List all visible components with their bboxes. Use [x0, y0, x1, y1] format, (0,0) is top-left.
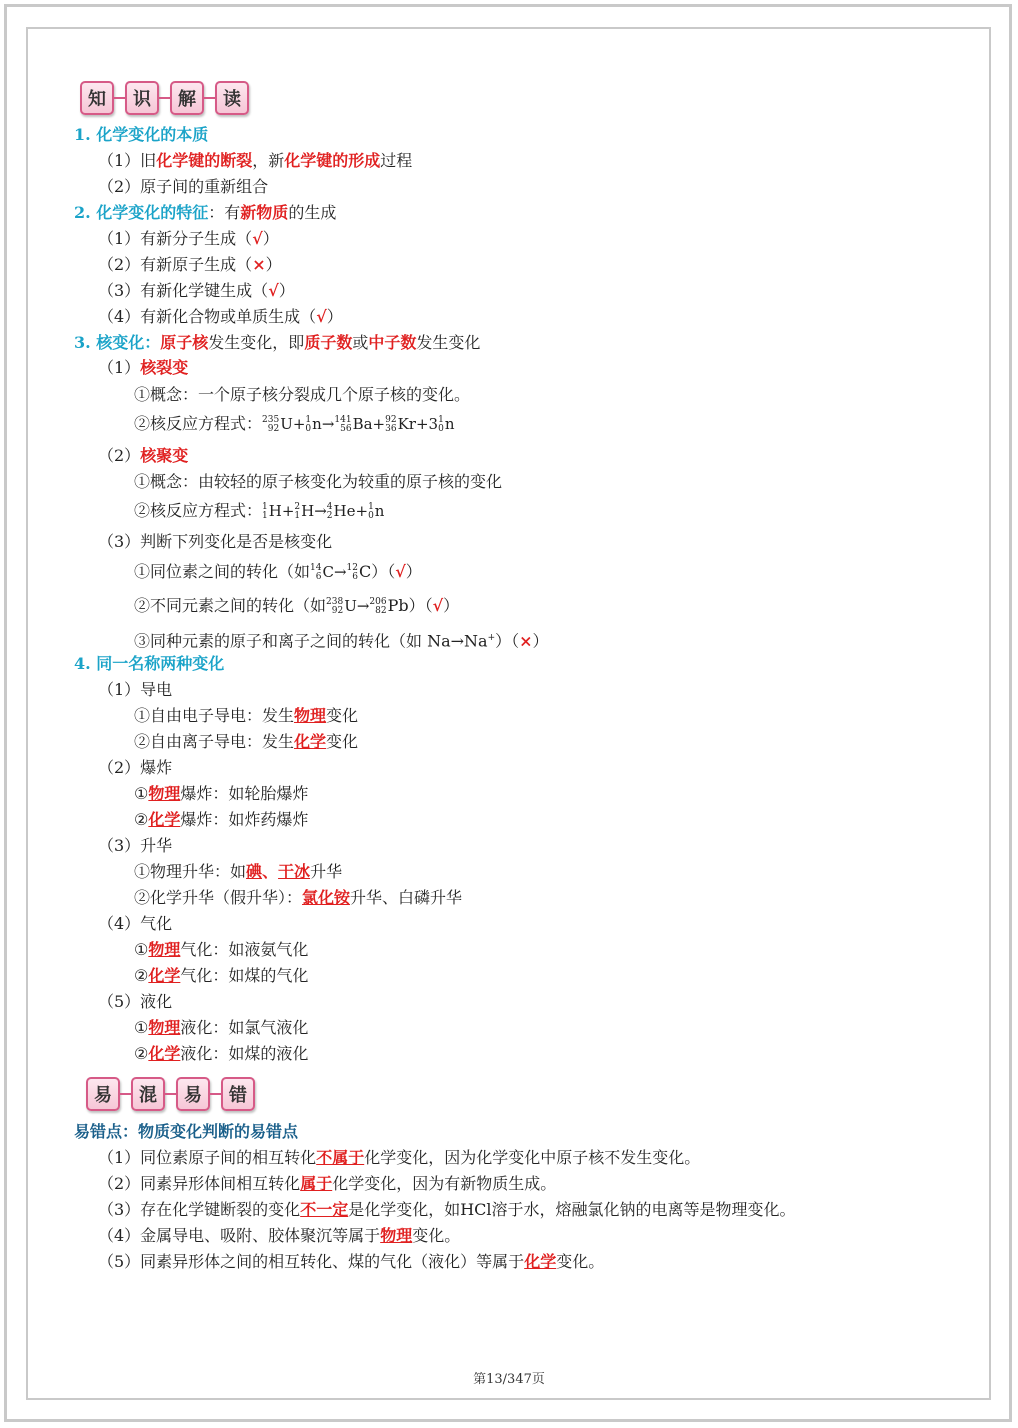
- group-label: （2）爆炸: [98, 758, 173, 777]
- highlight: 物理: [148, 1018, 181, 1037]
- header-tile: 混: [131, 1077, 165, 1111]
- header-connector: [204, 97, 215, 99]
- isotope-numbers: 141 56: [334, 415, 352, 434]
- error-item: [98, 1225, 460, 1247]
- fission-concept: ①概念：一个原子核分裂成几个原子核的变化。: [134, 385, 471, 404]
- check-mark-icon: √: [268, 281, 279, 300]
- highlight: 物理: [148, 784, 181, 803]
- section-header-mistakes: [86, 1077, 255, 1111]
- cross-mark-icon: ×: [519, 631, 533, 651]
- text: （3）有新化学键生成（: [98, 281, 269, 300]
- text: C→: [322, 563, 347, 581]
- header-connector: [114, 97, 125, 99]
- text: 或: [352, 333, 369, 352]
- text: 爆炸：如炸药爆炸: [180, 810, 309, 829]
- highlight: 核裂变: [140, 358, 189, 377]
- isotope-numbers: 1 0: [438, 415, 444, 434]
- title: 3. 核变化：: [74, 333, 161, 352]
- group-label: （4）气化: [98, 914, 173, 933]
- group-label: （5）液化: [98, 992, 173, 1011]
- isotope-numbers: 14 6: [310, 563, 322, 582]
- header-tile: 易: [176, 1077, 210, 1111]
- header-connector: [210, 1093, 221, 1095]
- header-tile: 知: [80, 81, 114, 115]
- highlight: 新物质: [240, 203, 289, 222]
- highlight: 不一定: [300, 1200, 349, 1219]
- isotope-numbers: 235 92: [262, 415, 280, 434]
- group-item: [134, 705, 358, 727]
- text: 过程: [380, 151, 413, 170]
- highlight: 物理: [294, 706, 327, 725]
- text: 变化。: [412, 1226, 461, 1245]
- text: 气化：如煤的气化: [180, 966, 309, 985]
- text: ①: [134, 784, 149, 803]
- section-header-knowledge: [80, 81, 249, 115]
- highlight: 物理: [148, 940, 181, 959]
- fission-heading: [98, 357, 188, 379]
- text: ②自由离子导电：发生: [134, 732, 295, 751]
- isotope-numbers: 1 1: [262, 502, 268, 521]
- judge-heading: （3）判断下列变化是否是核变化: [98, 532, 333, 551]
- text: 液化：如煤的液化: [180, 1044, 309, 1063]
- highlight: 质子数: [304, 333, 353, 352]
- text: ②核反应方程式：: [134, 501, 263, 520]
- text: （4）有新化合物或单质生成（: [98, 307, 317, 326]
- judge-item-3: [134, 627, 549, 652]
- group-item: [134, 731, 358, 753]
- highlight: 中子数: [368, 333, 417, 352]
- isotope-numbers: 92 36: [385, 415, 397, 434]
- group-label: （1）导电: [98, 680, 173, 699]
- error-item: [98, 1199, 796, 1221]
- highlight: 核聚变: [140, 446, 189, 465]
- text: （4）金属导电、吸附、胶体聚沉等属于: [98, 1226, 381, 1245]
- isotope-numbers: 4 2: [326, 502, 333, 521]
- text: 是化学变化，如HCl溶于水，熔融氯化钠的电离等是物理变化。: [348, 1200, 796, 1219]
- judge-item-1: [134, 561, 422, 583]
- header-tile: 易: [86, 1077, 120, 1111]
- fission-equation: [134, 413, 454, 435]
- text: （2）同素异形体间相互转化: [98, 1174, 301, 1193]
- group-label: （3）升华: [98, 836, 173, 855]
- text: 、: [262, 862, 279, 881]
- header-tile: 错: [221, 1077, 255, 1111]
- text: ②不同元素之间的转化（如: [134, 596, 327, 615]
- group-item: [134, 965, 308, 987]
- highlight: 碘: [246, 862, 263, 881]
- section-3-title: [74, 332, 480, 354]
- text: ）: [262, 229, 279, 248]
- header-connector: [165, 1093, 176, 1095]
- text: ②: [134, 1044, 149, 1063]
- highlight: 化学: [148, 1044, 181, 1063]
- judge-item-2: [134, 595, 459, 617]
- text: ①自由电子导电：发生: [134, 706, 295, 725]
- isotope-numbers: 1 0: [305, 415, 312, 434]
- highlight: 化学键的断裂: [156, 151, 253, 170]
- isotope-numbers: 206 82: [369, 597, 387, 616]
- highlight: 原子核: [160, 333, 209, 352]
- group-item: [134, 1017, 308, 1039]
- s1-line-2: （2）原子间的重新组合: [98, 177, 269, 196]
- equation: 1 1 H+ 2 1 H→ 4 2 He+ 1 0 n: [262, 502, 385, 521]
- isotope-numbers: 238 92: [326, 597, 344, 616]
- section-4-title: 4. 同一名称两种变化: [74, 654, 225, 673]
- text: （2）: [98, 446, 141, 465]
- text: 发生变化，即: [208, 333, 305, 352]
- error-points-title: 易错点：物质变化判断的易错点: [74, 1122, 299, 1141]
- text: ①物理升华：如: [134, 862, 247, 881]
- highlight: 氯化铵: [302, 888, 351, 907]
- group-item: [134, 1043, 308, 1065]
- header-connector: [120, 1093, 131, 1095]
- fusion-concept: ①概念：由较轻的原子核变化为较重的原子核的变化: [134, 472, 503, 491]
- highlight: 化学键的形成: [284, 151, 381, 170]
- text: ①同位素之间的转化（如: [134, 562, 311, 581]
- text: （1）旧: [98, 151, 157, 170]
- equation: [310, 563, 359, 581]
- header-tile: 读: [215, 81, 249, 115]
- text: （1）同位素原子间的相互转化: [98, 1148, 317, 1167]
- text: ②化学升华（假升华）：: [134, 888, 303, 907]
- error-item: [98, 1251, 604, 1273]
- text: 化学变化，因为化学变化中原子核不发生变化。: [364, 1148, 701, 1167]
- s2-item: [98, 306, 343, 328]
- group-item: [134, 809, 308, 831]
- text: ）: [265, 255, 282, 274]
- isotope-numbers: 2 1: [294, 502, 301, 521]
- page-number: 第13/347页: [473, 1372, 545, 1387]
- isotope-numbers: 12 6: [346, 563, 358, 582]
- text: 变化: [326, 732, 359, 751]
- header-connector: [159, 97, 170, 99]
- text: 气化：如液氨气化: [180, 940, 309, 959]
- text: ①: [134, 1018, 149, 1037]
- charge: +: [487, 633, 496, 643]
- check-mark-icon: √: [252, 229, 263, 248]
- section-2-title: [74, 202, 336, 224]
- highlight: 物理: [380, 1226, 413, 1245]
- s2-item: [98, 228, 279, 250]
- text: ）（: [495, 631, 520, 651]
- s1-line-1: [98, 150, 412, 172]
- text: 液化：如氯气液化: [180, 1018, 309, 1037]
- text: 升华、白磷升华: [350, 888, 463, 907]
- header-tile: 识: [125, 81, 159, 115]
- highlight: 化学: [148, 966, 181, 985]
- fusion-equation: [134, 500, 384, 522]
- text: ②: [134, 810, 149, 829]
- s2-item: [98, 280, 295, 302]
- text: 变化。: [556, 1252, 605, 1271]
- highlight: 化学: [294, 732, 327, 751]
- equation: 235 92 U+ 1 0 n→ 141 56 Ba+ 92 36 Kr+3 1 0 n: [262, 415, 455, 434]
- group-item: [134, 861, 342, 883]
- text: ）: [405, 562, 422, 581]
- isotope-numbers: 1 0: [368, 502, 374, 521]
- highlight: 属于: [300, 1174, 333, 1193]
- error-item: [98, 1147, 700, 1169]
- section-1-title: 1. 化学变化的本质: [74, 125, 209, 144]
- fusion-heading: [98, 445, 188, 467]
- text: 变化: [326, 706, 359, 725]
- group-item: [134, 939, 308, 961]
- text: （5）同素异形体之间的相互转化、煤的气化（液化）等属于: [98, 1252, 525, 1271]
- title: 2. 化学变化的特征: [74, 203, 209, 222]
- text: （1）有新分子生成（: [98, 229, 253, 248]
- text: ）: [326, 307, 343, 326]
- text: 爆炸：如轮胎爆炸: [180, 784, 309, 803]
- cross-mark-icon: ×: [252, 255, 266, 274]
- highlight: 化学: [148, 810, 181, 829]
- text: （1）: [98, 358, 141, 377]
- text: 的生成: [288, 203, 337, 222]
- header-tile: 解: [170, 81, 204, 115]
- text: ：有: [208, 203, 241, 222]
- text: ③同种元素的原子和离子之间的转化（如 Na→Na: [134, 631, 488, 651]
- text: ，新: [252, 151, 285, 170]
- text: 化学变化，因为有新物质生成。: [332, 1174, 557, 1193]
- highlight: 化学: [524, 1252, 557, 1271]
- text: ）: [278, 281, 295, 300]
- text: U→: [344, 597, 370, 615]
- text: Pb）（: [387, 596, 433, 615]
- text: 发生变化: [416, 333, 481, 352]
- check-mark-icon: √: [395, 562, 406, 581]
- text: ②: [134, 966, 149, 985]
- text: （2）有新原子生成（: [98, 255, 253, 274]
- highlight: 干冰: [278, 862, 311, 881]
- text: （3）存在化学键断裂的变化: [98, 1200, 301, 1219]
- group-item: [134, 887, 462, 909]
- text: 升华: [310, 862, 343, 881]
- equation: [326, 597, 388, 615]
- text: ）: [443, 596, 460, 615]
- text: ）: [532, 631, 549, 651]
- highlight: 不属于: [316, 1148, 365, 1167]
- group-item: [134, 783, 308, 805]
- check-mark-icon: √: [316, 307, 327, 326]
- error-item: [98, 1173, 556, 1195]
- text: ②核反应方程式：: [134, 414, 263, 433]
- text: ①: [134, 940, 149, 959]
- check-mark-icon: √: [432, 596, 444, 615]
- text: C）（: [358, 562, 396, 581]
- s2-item: [98, 254, 282, 276]
